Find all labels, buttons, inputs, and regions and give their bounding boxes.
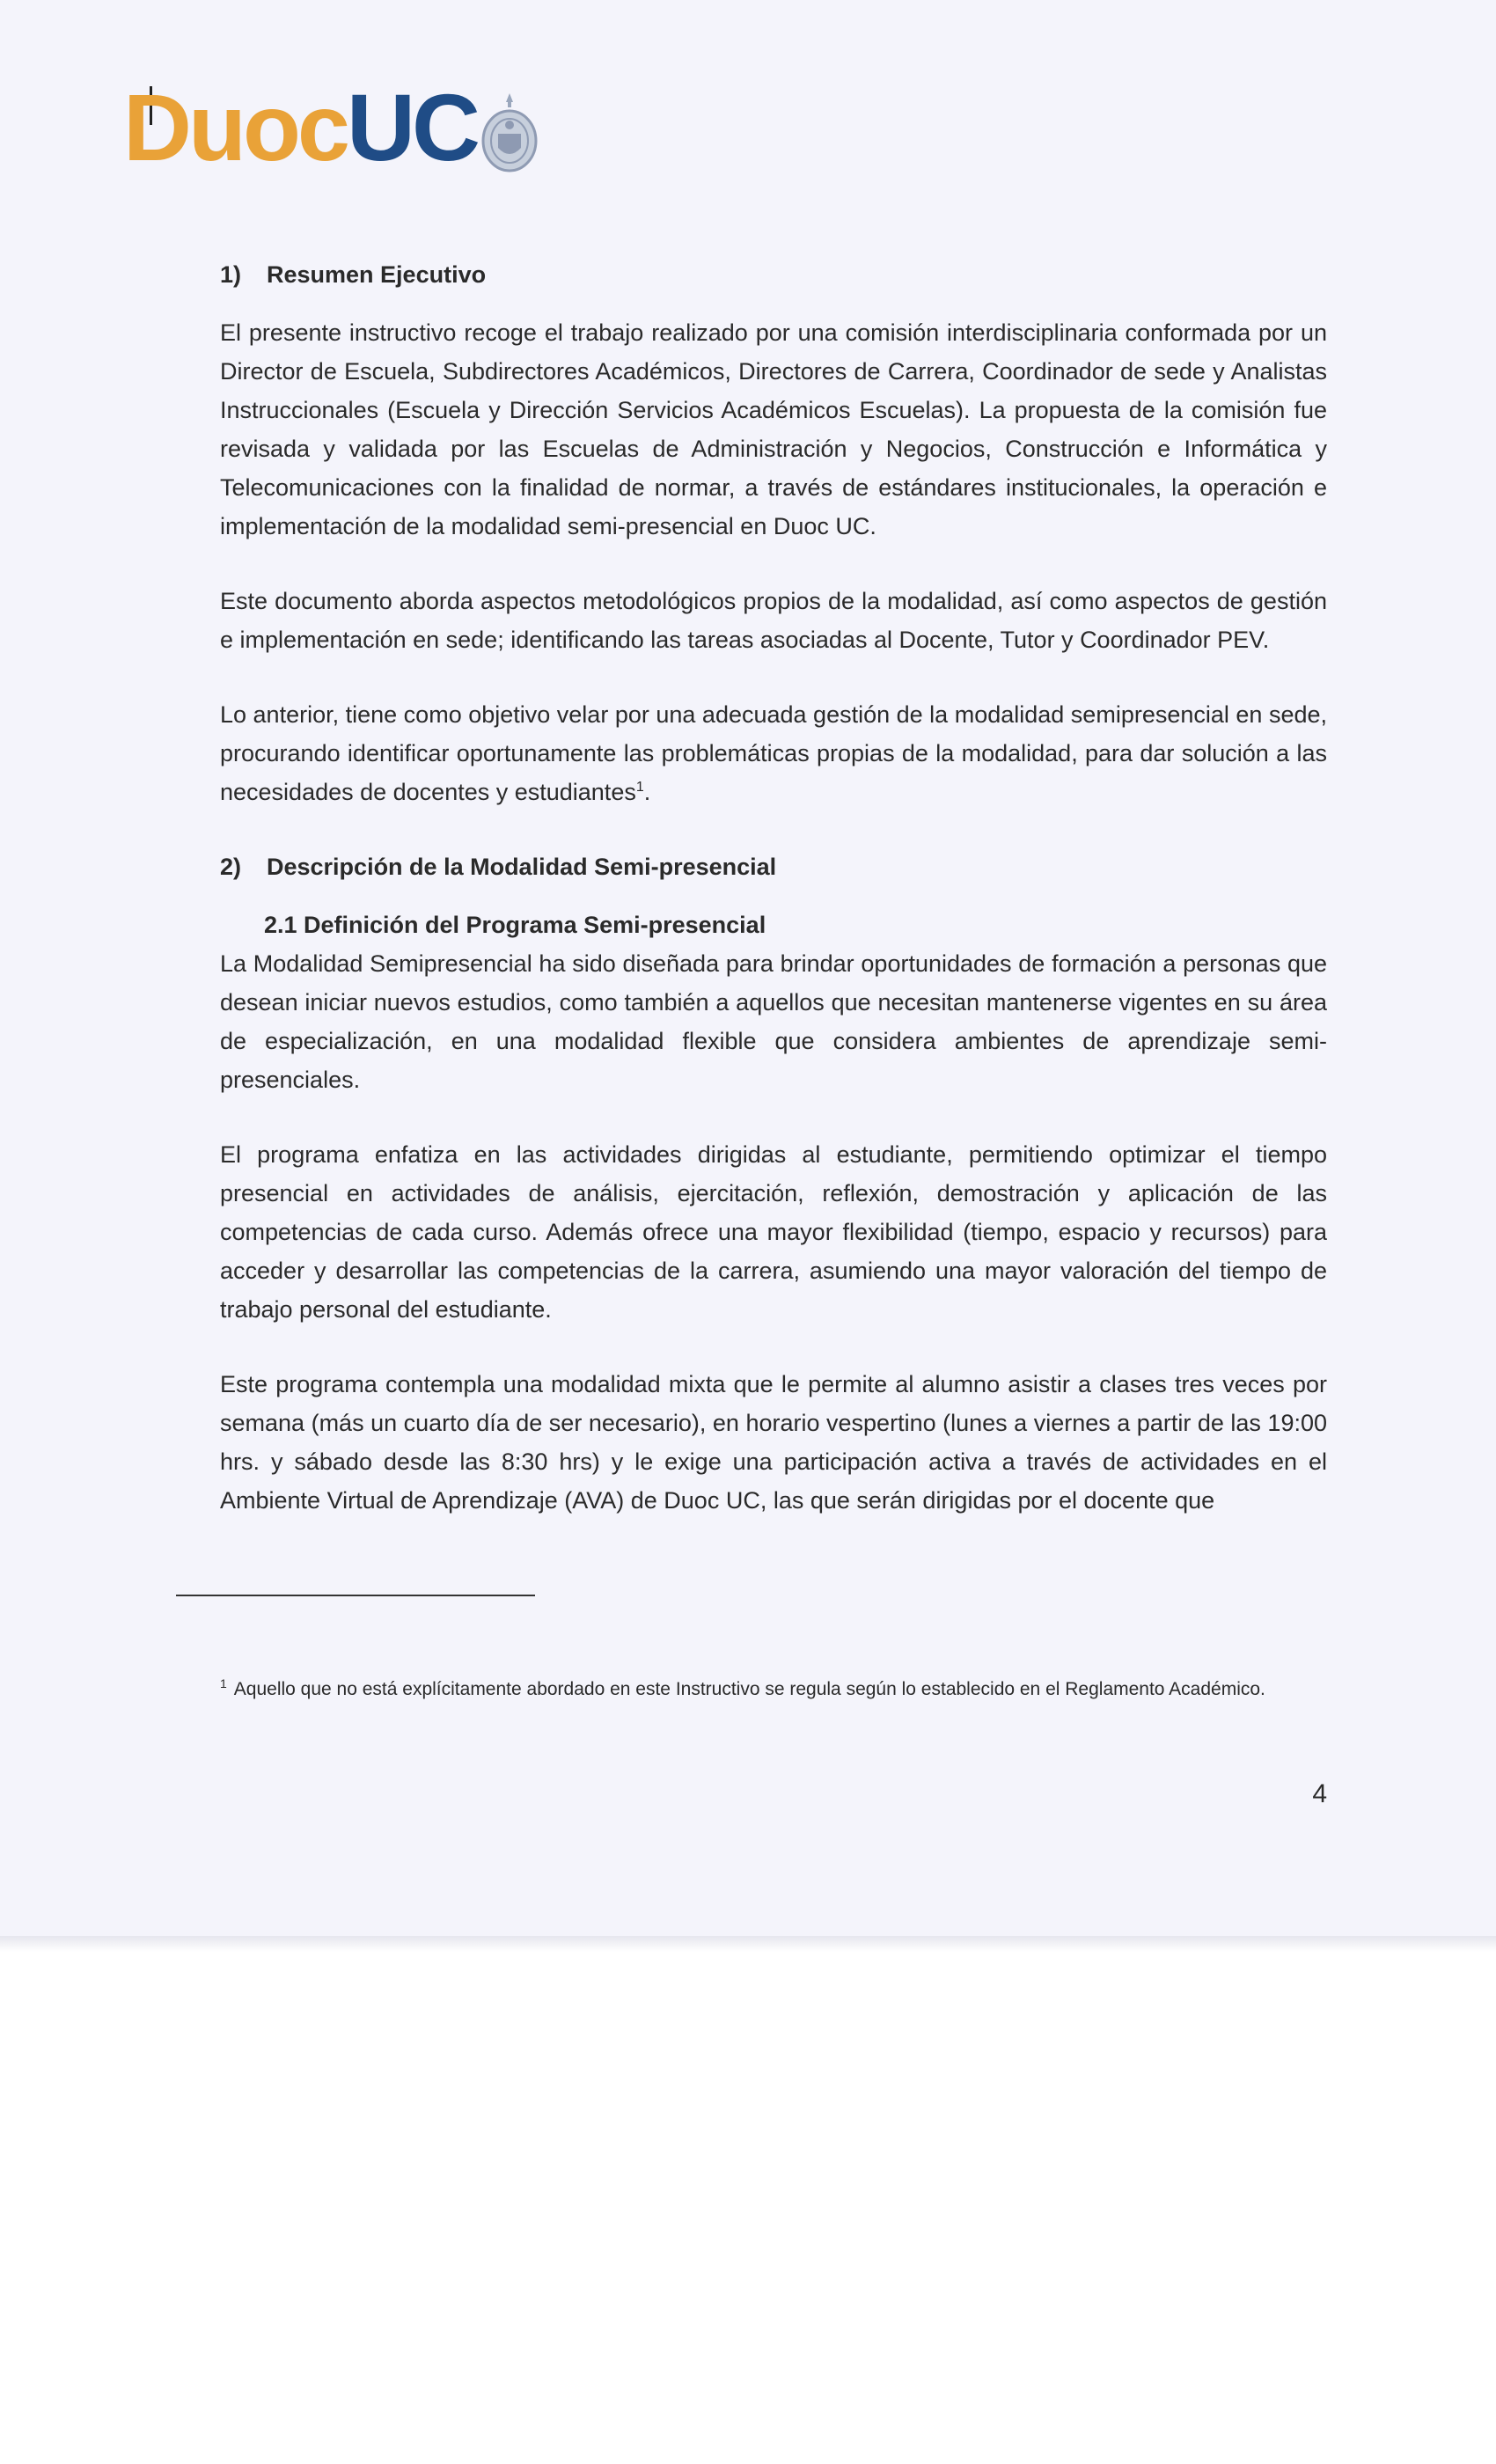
section-1-number: 1) (220, 261, 242, 288)
section-2-number: 2) (220, 854, 242, 880)
paragraph-text: Lo anterior, tiene como objetivo velar por una adecuada gestión de la modalidad semipresencial en sede, procurando identificar oportunamente las problemáticas propias de la modalidad, para dar solución a las necesidades de docentes y estudiantes (220, 701, 1327, 805)
footnote-text: Aquello que no está explícitamente abordado en este Instructivo se regula según lo establecido en el Reglamento Académico. (233, 1679, 1265, 1699)
page-edge-shadow (0, 1936, 1496, 1952)
section-2-heading (220, 847, 1327, 886)
paragraph-end: . (643, 779, 651, 805)
footnote-reference: 1 (635, 780, 644, 795)
paragraph: La Modalidad Semipresencial ha sido diseñada para brindar oportunidades de formación a personas que desean iniciar nuevos estudios, como también a aquellos que necesitan mantenerse vigentes en su área de especialización, en una modalidad flexible que considera ambientes de aprendizaje semi-presenciales. (220, 950, 1327, 1093)
section-2-title: Descripción de la Modalidad Semi-presencial (267, 854, 777, 880)
section-1-title: Resumen Ejecutivo (267, 261, 487, 288)
paragraph: Este programa contempla una modalidad mixta que le permite al alumno asistir a clases tres veces por semana (más un cuarto día de ser necesario), en horario vespertino (lunes a viernes a partir de las 19:00 hrs. y sábado desde las 8:30 hrs) y le exige una participación activa a través de actividades en el Ambiente Virtual de Aprendizaje (AVA) de Duoc UC, las que serán dirigidas por el docente que (220, 1371, 1327, 1514)
footnote (220, 1674, 1327, 1705)
logo-text-duoc: Duoc (123, 74, 347, 180)
footnote-number: 1 (220, 1676, 227, 1690)
paragraph-with-footnote (220, 695, 1327, 811)
document-body (220, 255, 1327, 1520)
logo-text-uc: UC (347, 74, 477, 180)
paragraph: El programa enfatiza en las actividades dirigidas al estudiante, permitiendo optimizar el tiempo presencial en actividades de análisis, ejercitación, reflexión, demostración y aplicación de las competencias de cada curso. Además ofrece una mayor flexibilidad (tiempo, espacio y recursos) para acceder y desarrollar las competencias de la carrera, asumiendo una mayor valoración del tiempo de trabajo personal del estudiante. (220, 1141, 1327, 1323)
footnote-divider (176, 1595, 535, 1596)
section-1-heading (220, 255, 1327, 294)
university-seal-icon (480, 90, 539, 174)
page-number: 4 (1312, 1779, 1327, 1808)
subsection-2-1-heading: 2.1 Definición del Programa Semi-presencial (264, 912, 766, 938)
paragraph: El presente instructivo recoge el trabajo realizado por una comisión interdisciplinaria conformada por un Director de Escuela, Subdirectores Académicos, Directores de Carrera, Coordinador de sede y Analistas Instruccionales (Escuela y Dirección Servicios Académicos Escuelas). La propuesta de la comisión fue revisada y validada por las Escuelas de Administración y Negocios, Construcción e Informática y Telecomunicaciones con la finalidad de normar, a través de estándares institucionales, la operación e implementación de la modalidad semi-presencial en Duoc UC. (220, 319, 1327, 539)
duoc-uc-logo (123, 75, 539, 180)
paragraph: Este documento aborda aspectos metodológicos propios de la modalidad, así como aspectos de gestión e implementación en sede; identificando las tareas asociadas al Docente, Tutor y Coordinador PEV. (220, 588, 1327, 653)
